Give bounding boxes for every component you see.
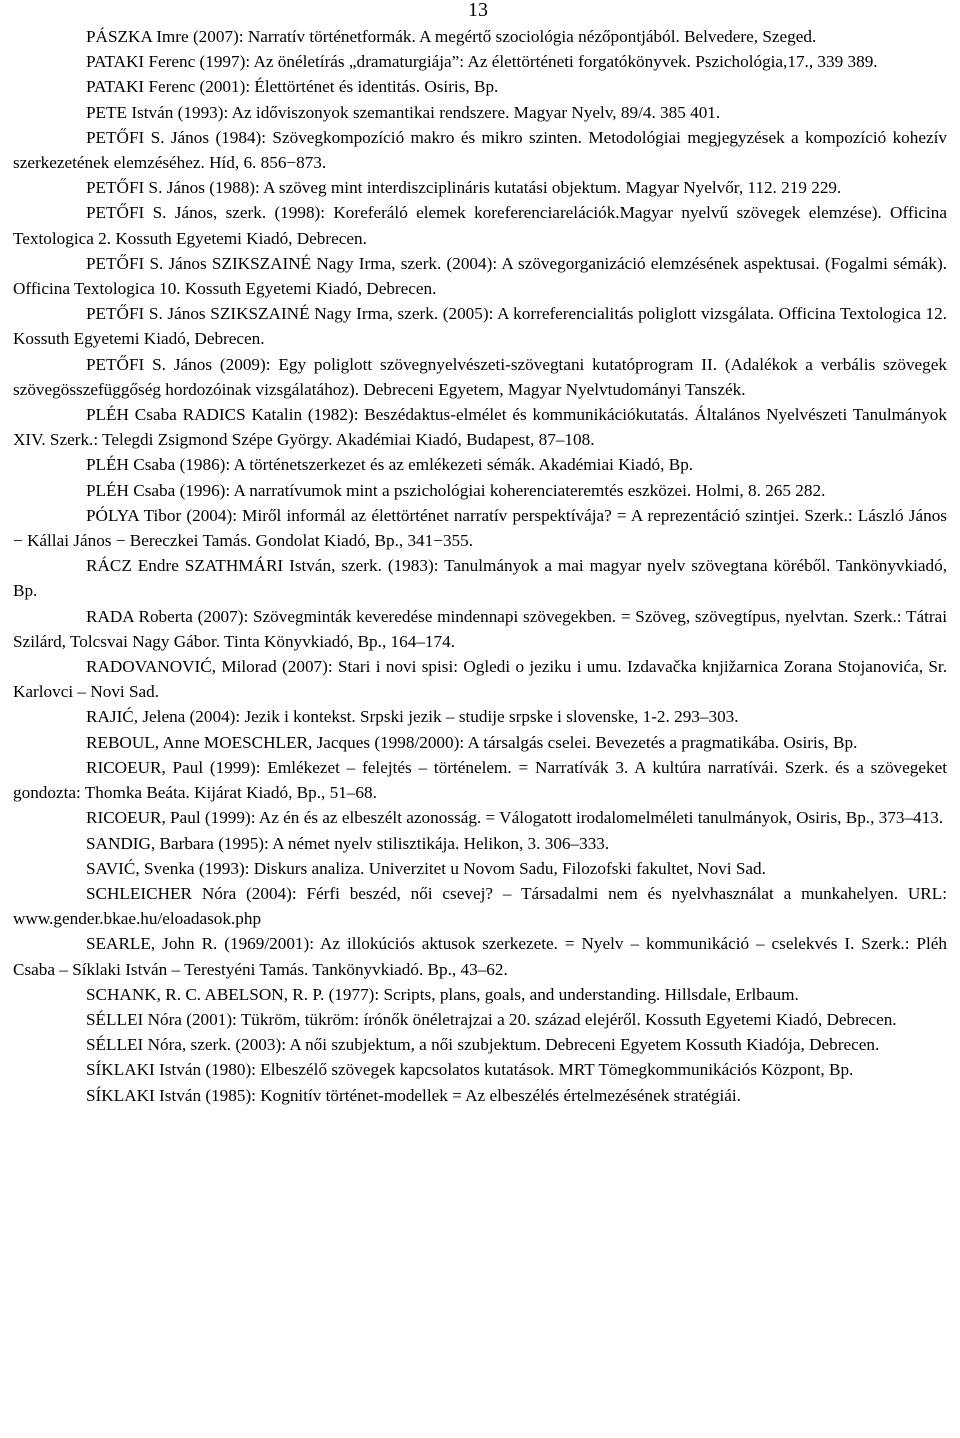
reference-entry: PETŐFI S. János (2009): Egy poliglott szövegnyelvészeti-szövegtani kutatóprogram II. (Adalékok a verbális szövegek szövegösszefüggőség hordozóinak vizsgálatához). Debreceni Egyetem, Magyar Nyelvtudományi Tanszék.: [13, 354, 947, 399]
reference-entry: PETŐFI S. János (1988): A szöveg mint interdiszciplináris kutatási objektum. Magyar Nyelvőr, 112. 219 229.: [86, 178, 842, 198]
reference-entry: REBOUL, Anne MOESCHLER, Jacques (1998/2000): A társalgás cselei. Bevezetés a pragmatikába. Osiris, Bp.: [86, 732, 858, 752]
reference-entry: PATAKI Ferenc (1997): Az önéletírás „dramaturgiája”: Az élettörténeti forgatókönyvek. Pszichológia,17., 339 389.: [86, 52, 878, 72]
reference-entry: PLÉH Csaba (1996): A narratívumok mint a pszichológiai koherenciateremtés eszközei. Holmi, 8. 265 282.: [86, 480, 826, 500]
reference-entry: PETŐFI S. János SZIKSZAINÉ Nagy Irma, szerk. (2004): A szövegorganizáció elemzésének aspektusai. (Fogalmi sémák). Officina Textologica 10. Kossuth Egyetemi Kiadó, Debrecen.: [13, 253, 947, 299]
reference-entry: RAJIĆ, Jelena (2004): Jezik i kontekst. Srpski jezik – studije srpske i slovenske, 1-2. 293–303.: [86, 707, 739, 727]
reference-entry: SAVIĆ, Svenka (1993): Diskurs analiza. Univerzitet u Novom Sadu, Filozofski fakultet, Novi Sad.: [86, 858, 766, 878]
reference-entry: SÍKLAKI István (1980): Elbeszélő szövegek kapcsolatos kutatások. MRT Tömegkommunikációs Központ, Bp.: [86, 1060, 854, 1080]
reference-entry: SANDIG, Barbara (1995): A német nyelv stilisztikája. Helikon, 3. 306–333.: [86, 833, 610, 853]
reference-entry: PATAKI Ferenc (2001): Élettörténet és identitás. Osiris, Bp.: [86, 77, 499, 97]
reference-entry: PLÉH Csaba RADICS Katalin (1982): Beszédaktus-elmélet és kommunikációkutatás. Általános Nyelvészeti Tanulmányok XIV. Szerk.: Telegdi Zsigmond Szépe György. Akadémiai Kiadó, Budapest, 87–108.: [13, 405, 947, 450]
reference-entry: RADOVANOVIĆ, Milorad (2007): Stari i novi spisi: Ogledi o jeziku i umu. Izdavačka knjižarnica Zorana Stojanovića, Sr. Karlovci – Novi Sad.: [13, 657, 947, 702]
reference-list: [13, 24, 947, 1108]
reference-entry: SCHANK, R. C. ABELSON, R. P. (1977): Scripts, plans, goals, and understanding. Hillsdale, Erlbaum.: [86, 984, 799, 1004]
reference-entry: SÍKLAKI István (1985): Kognitív történet-modellek = Az elbeszélés értelmezésének stratégiái.: [86, 1085, 741, 1105]
reference-entry: RICOEUR, Paul (1999): Emlékezet – felejtés – történelem. = Narratívák 3. A kultúra narratívái. Szerk. és a szövegeket gondozta: Thomka Beáta. Kijárat Kiadó, Bp., 51–68.: [13, 757, 947, 803]
reference-entry: PLÉH Csaba (1986): A történetszerkezet és az emlékezeti sémák. Akadémiai Kiadó, Bp.: [86, 455, 694, 475]
reference-entry: RADA Roberta (2007): Szövegminták keveredése mindennapi szövegekben. = Szöveg, szövegtípus, nyelvtan. Szerk.: Tátrai Szilárd, Tolcsvai Nagy Gábor. Tinta Könyvkiadó, Bp., 164–174.: [13, 606, 947, 651]
reference-entry: PÓLYA Tibor (2004): Miről informál az élettörténet narratív perspektívája? = A reprezentáció szintjei. Szerk.: László János − Kállai János − Bereczkei Tamás. Gondolat Kiadó, Bp., 341−355.: [13, 505, 947, 551]
reference-entry: PETŐFI S. János SZIKSZAINÉ Nagy Irma, szerk. (2005): A korreferencialitás poliglott vizsgálata. Officina Textologica 12. Kossuth Egyetemi Kiadó, Debrecen.: [13, 304, 947, 349]
reference-entry: SÉLLEI Nóra (2001): Tükröm, tükröm: írónők önéletrajzai a 20. század elejéről. Kossuth Egyetemi Kiadó, Debrecen.: [86, 1009, 897, 1029]
reference-entry: SEARLE, John R. (1969/2001): Az illokúciós aktusok szerkezete. = Nyelv – kommunikáció – cselekvés I. Szerk.: Pléh Csaba – Síklaki István – Terestyéni Tamás. Tankönyvkiadó. Bp., 43–62.: [13, 934, 947, 979]
reference-entry: PETŐFI S. János, szerk. (1998): Koreferáló elemek koreferenciarelációk.Magyar nyelvű szövegek elemzése). Officina Textologica 2. Kossuth Egyetemi Kiadó, Debrecen.: [13, 203, 947, 248]
reference-entry: SCHLEICHER Nóra (2004): Férfi beszéd, női csevej? – Társadalmi nem és nyelvhasználat a munkahelyen. URL: www.gender.bkae.hu/eloadasok.php: [13, 883, 947, 929]
reference-entry: PETE István (1993): Az időviszonyok szemantikai rendszere. Magyar Nyelv, 89/4. 385 401.: [86, 102, 721, 122]
reference-entry: RÁCZ Endre SZATHMÁRI István, szerk. (1983): Tanulmányok a mai magyar nyelv szövegtana köréből. Tankönyvkiadó, Bp.: [13, 556, 947, 601]
reference-entry: RICOEUR, Paul (1999): Az én és az elbeszélt azonosság. = Válogatott irodalomelméleti tanulmányok, Osiris, Bp., 373–413.: [86, 808, 944, 828]
reference-entry: PETŐFI S. János (1984): Szövegkompozíció makro és mikro szinten. Metodológiai megjegyzések a kompozíció kohezív szerkezetének elemzéséhez. Híd, 6. 856−873.: [13, 127, 947, 173]
page-number: 13: [468, 0, 488, 21]
reference-entry: SÉLLEI Nóra, szerk. (2003): A női szubjektum, a női szubjektum. Debreceni Egyetem Kossuth Kiadója, Debrecen.: [86, 1035, 880, 1055]
reference-entry: PÁSZKA Imre (2007): Narratív történetformák. A megértő szociológia nézőpontjából. Belvedere, Szeged.: [86, 27, 817, 46]
